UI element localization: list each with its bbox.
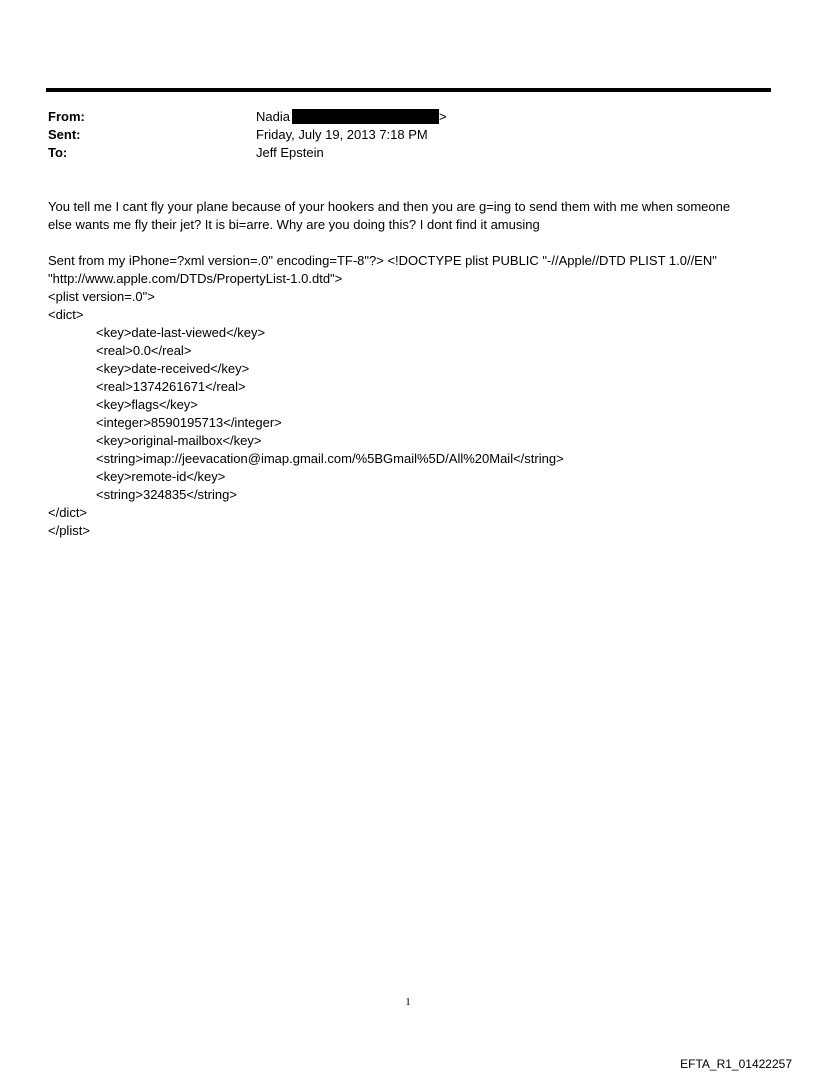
message-line: You tell me I cant fly your plane because of your hookers and then you are g=ing to send them with me when someone [48, 199, 731, 214]
message-body [48, 198, 770, 234]
sender-address-end: > [438, 109, 447, 124]
to-value: Jeff Epstein [256, 145, 324, 160]
dict-close: </dict> [48, 505, 88, 520]
plist-entry: <real>0.0</real> [96, 343, 192, 358]
dict-open: <dict> [48, 307, 84, 322]
plist-entry: <integer>8590195713</integer> [96, 415, 282, 430]
signature-line: "http://www.apple.com/DTDs/PropertyList-1.0.dtd"> [48, 271, 343, 286]
from-value [256, 108, 447, 126]
sent-label: Sent: [48, 127, 81, 142]
page-number: 1 [405, 996, 411, 1008]
signature-line: Sent from my iPhone=?xml version=.0" encoding=TF-8"?> <!DOCTYPE plist PUBLIC "-//Apple//DTD PLIST 1.0//EN" [48, 253, 717, 268]
header-divider [46, 88, 771, 92]
sender-name: Nadia [256, 109, 290, 124]
plist-close: </plist> [48, 523, 90, 538]
plist-entry: <key>date-last-viewed</key> [96, 325, 266, 340]
from-label: From: [48, 109, 85, 124]
plist-entry: <key>flags</key> [96, 397, 198, 412]
to-label: To: [48, 145, 68, 160]
plist-open: <plist version=.0"> [48, 289, 155, 304]
plist-entry: <key>date-received</key> [96, 361, 250, 376]
signature-block [48, 252, 770, 324]
plist-entry: <key>remote-id</key> [96, 469, 226, 484]
document-id: EFTA_R1_01422257 [680, 1057, 792, 1071]
redaction-box [292, 109, 439, 124]
closing-tags [48, 504, 770, 540]
plist-entry: <string>imap://jeevacation@imap.gmail.com/%5BGmail%5D/All%20Mail</string> [96, 451, 564, 466]
plist-entry: <real>1374261671</real> [96, 379, 246, 394]
message-line: else wants me fly their jet? It is bi=arre. Why are you doing this? I dont find it amusing [48, 217, 540, 232]
plist-entry: <key>original-mailbox</key> [96, 433, 262, 448]
plist-entry: <string>324835</string> [96, 487, 237, 502]
plist-entries [48, 324, 770, 504]
sent-value: Friday, July 19, 2013 7:18 PM [256, 127, 428, 142]
